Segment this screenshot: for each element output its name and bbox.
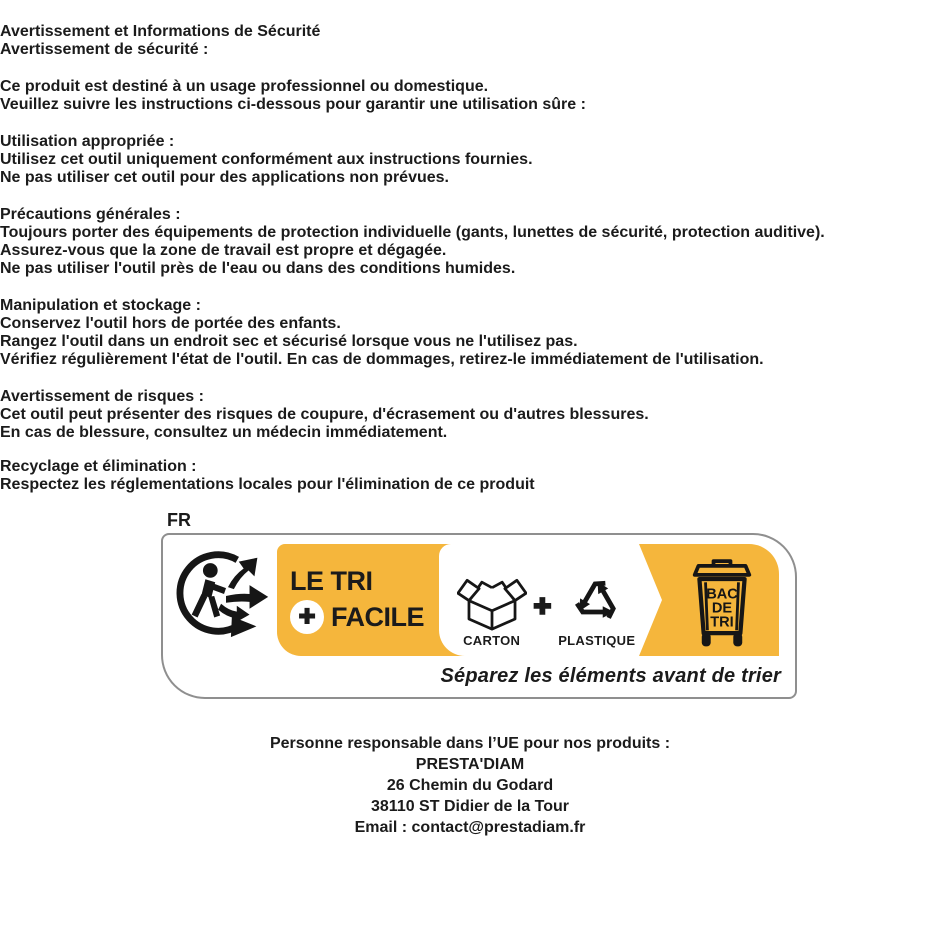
material-label: CARTON (463, 633, 521, 648)
text-line: Assurez-vous que la zone de travail est propre et dégagée. (0, 242, 447, 259)
material-carton (457, 571, 527, 648)
responsible-person-block (0, 733, 940, 838)
info-tri-label-box (161, 533, 797, 699)
headline-line1: LE TRI (290, 566, 373, 596)
email-line: Email : contact@prestadiam.fr (354, 819, 586, 836)
text-line: Conservez l'outil hors de portée des enfants. (0, 315, 341, 332)
address-line: 38110 ST Didier de la Tour (371, 798, 569, 815)
text-line: Cet outil peut présenter des risques de coupure, d'écrasement ou d'autres blessures. (0, 406, 649, 423)
sorting-bin (690, 558, 754, 650)
sorting-headline (290, 567, 424, 634)
recycling-label (161, 510, 801, 699)
section-heading: Utilisation appropriée : (0, 133, 175, 150)
sorting-banner (277, 544, 779, 656)
text-line: Vérifiez régulièrement l'état de l'outil. En cas de dommages, retirez-le immédiatement de l'utilisation. (0, 351, 764, 368)
text-line: Utilisez cet outil uniquement conformément aux instructions fournies. (0, 151, 533, 168)
section-heading: Manipulation et stockage : (0, 297, 201, 314)
text-line: Toujours porter des équipements de protection individuelle (gants, lunettes de sécurité, protection auditive). (0, 224, 825, 241)
bin-label-line: BAC (706, 586, 738, 603)
country-code: FR (167, 510, 191, 530)
triman-icon (175, 541, 277, 645)
intro-line: Ce produit est destiné à un usage professionnel ou domestique. (0, 78, 489, 95)
plus-badge (290, 600, 324, 634)
intro-line: Veuillez suivre les instructions ci-dessous pour garantir une utilisation sûre : (0, 96, 586, 113)
page-title: Avertissement et Informations de Sécurité (0, 23, 321, 40)
headline-line2: FACILE (331, 602, 425, 632)
text-line: Respectez les réglementations locales pour l'élimination de ce produit (0, 476, 535, 493)
page-subtitle: Avertissement de sécurité : (0, 41, 209, 58)
bin-label-line: TRI (710, 614, 734, 631)
bin-label-line: DE (711, 600, 733, 617)
responsible-intro: Personne responsable dans l’UE pour nos produits : (269, 735, 671, 752)
sorting-bin-icon (690, 558, 754, 650)
section-heading: Précautions générales : (0, 206, 181, 223)
carton-box-icon (457, 571, 527, 632)
text-line: En cas de blessure, consultez un médecin immédiatement. (0, 424, 448, 441)
section-heading: Avertissement de risques : (0, 388, 204, 405)
text-line: Rangez l'outil dans un endroit sec et sécurisé lorsque vous ne l'utilisez pas. (0, 333, 578, 350)
address-line: 26 Chemin du Godard (386, 777, 554, 794)
recycling-arrows-icon (566, 571, 628, 632)
plus-icon: + (533, 590, 552, 623)
section-heading: Recyclage et élimination : (0, 458, 197, 475)
material-label: PLASTIQUE (558, 633, 636, 648)
text-line: Ne pas utiliser l'outil près de l'eau ou dans des conditions humides. (0, 260, 516, 277)
plus-icon: + (298, 600, 316, 631)
material-plastique (558, 571, 635, 648)
sorting-tagline: Séparez les éléments avant de trier (440, 665, 781, 687)
materials-panel (439, 544, 639, 656)
company-name: PRESTA'DIAM (415, 756, 525, 773)
text-line: Ne pas utiliser cet outil pour des applications non prévues. (0, 169, 449, 186)
